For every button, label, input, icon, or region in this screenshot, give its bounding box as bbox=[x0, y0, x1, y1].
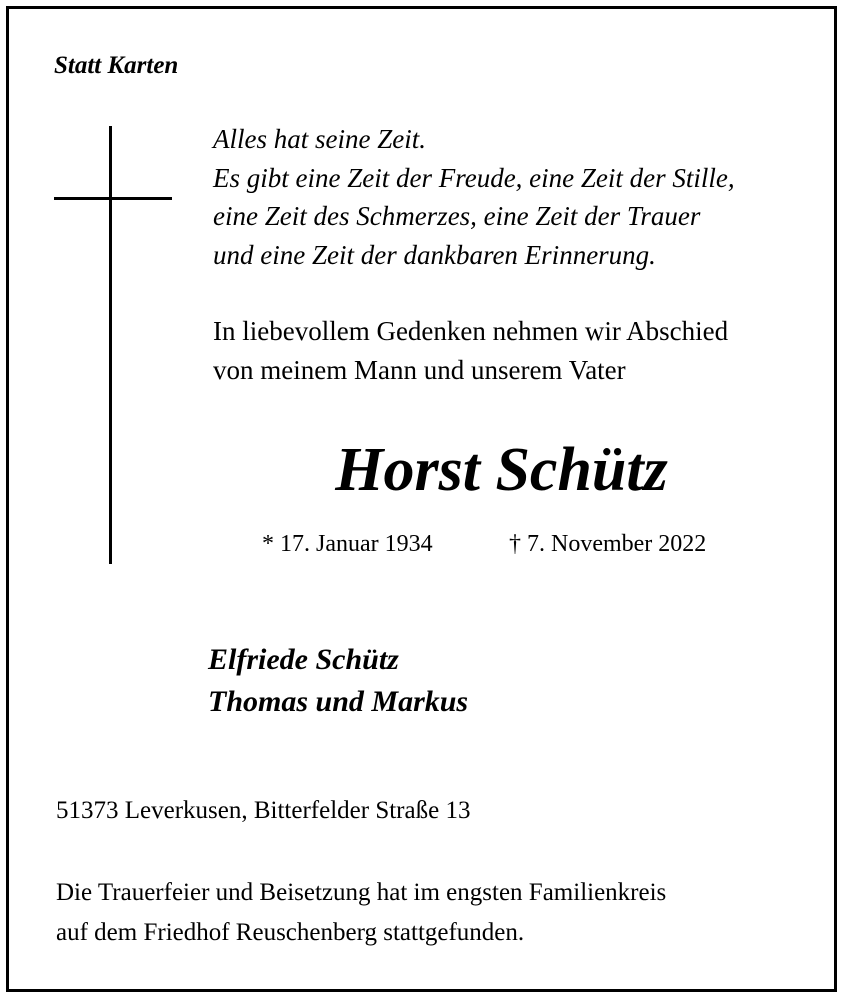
service-line: auf dem Friedhof Reuschenberg stattgefunden. bbox=[56, 919, 525, 946]
intro-line: In liebevollem Gedenken nehmen wir Abschied bbox=[213, 316, 729, 346]
intro-text bbox=[213, 312, 728, 389]
cross-vertical-bar bbox=[109, 126, 112, 564]
survivors bbox=[208, 639, 468, 723]
cross-horizontal-bar bbox=[54, 197, 172, 200]
poem-line: und eine Zeit der dankbaren Erinnerung. bbox=[213, 239, 656, 270]
poem-line: eine Zeit des Schmerzes, eine Zeit der Trauer bbox=[213, 201, 701, 231]
service-info bbox=[56, 873, 666, 953]
survivor-line: Elfriede Schütz bbox=[208, 643, 399, 676]
service-line: Die Trauerfeier und Beisetzung hat im engsten Familienkreis bbox=[56, 879, 667, 906]
death-date: † 7. November 2022 bbox=[509, 531, 707, 557]
header-note: Statt Karten bbox=[54, 52, 179, 79]
survivor-line: Thomas und Markus bbox=[208, 685, 469, 718]
poem-line: Es gibt eine Zeit der Freude, eine Zeit der Stille, bbox=[213, 162, 735, 193]
intro-line: von meinem Mann und unserem Vater bbox=[213, 354, 626, 385]
deceased-name: Horst Schütz bbox=[335, 436, 668, 504]
poem-line: Alles hat seine Zeit. bbox=[213, 124, 426, 154]
address: 51373 Leverkusen, Bitterfelder Straße 13 bbox=[56, 797, 471, 824]
birth-date: * 17. Januar 1934 bbox=[262, 531, 433, 557]
poem bbox=[213, 120, 735, 274]
